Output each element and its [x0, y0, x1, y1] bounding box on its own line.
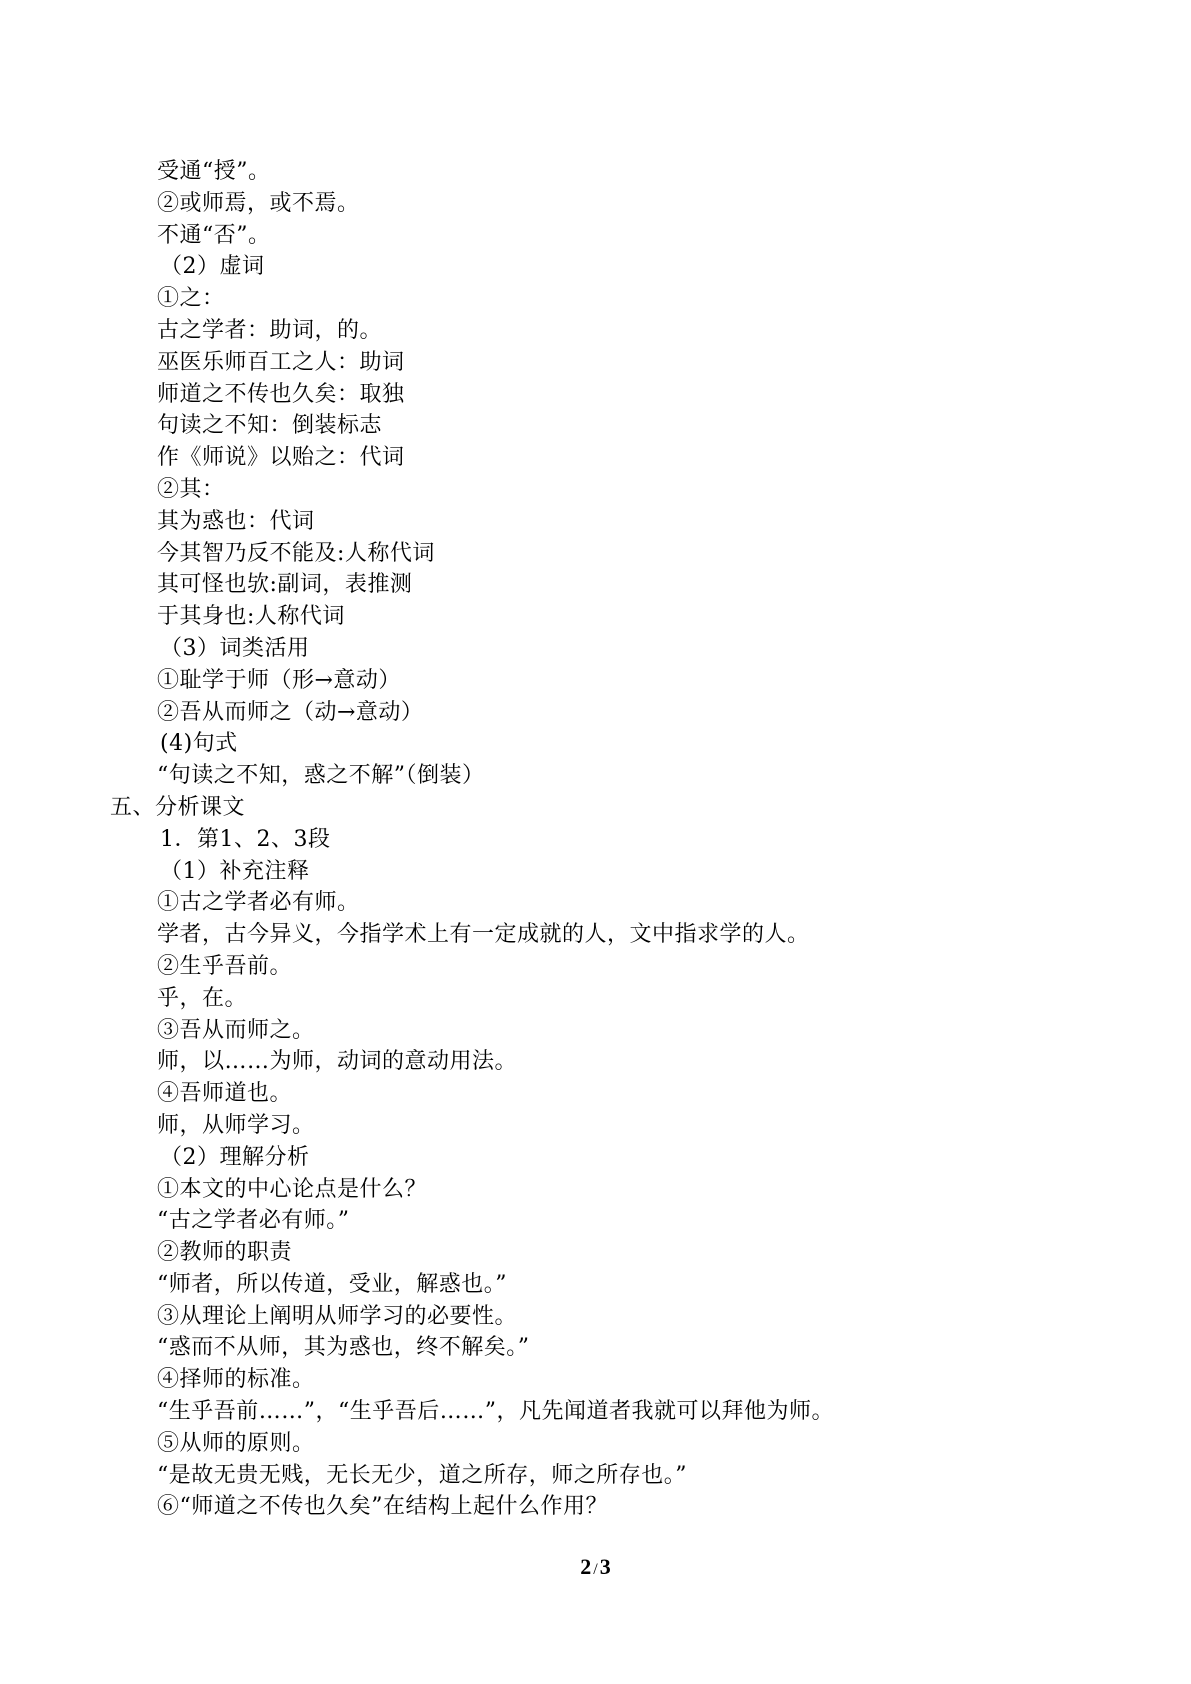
text-line: 古之学者：助词，的。 — [157, 317, 383, 343]
text-line: 不通“否”。 — [157, 222, 271, 248]
text-line: ②吾从而师之（动→意动） — [157, 699, 424, 725]
text-line: 巫医乐师百工之人：助词 — [157, 349, 405, 375]
text-line: 今其智乃反不能及:人称代词 — [157, 540, 435, 566]
page-number-total: 3 — [599, 1554, 611, 1579]
document-body — [0, 156, 1191, 1523]
text-line: “句读之不知，惑之不解”（倒装） — [157, 763, 485, 789]
text-line: （2）理解分析 — [160, 1144, 310, 1170]
text-line: ③从理论上阐明从师学习的必要性。 — [157, 1303, 518, 1329]
text-line: ②生乎吾前。 — [157, 953, 293, 979]
text-line: 句读之不知：倒装标志 — [157, 413, 383, 439]
text-line: 受通“授”。 — [157, 159, 271, 184]
text-line: “生乎吾前……”，“生乎吾后……”，凡先闻道者我就可以拜他为师。 — [157, 1399, 834, 1425]
text-line: 作《师说》以贻之：代词 — [157, 445, 405, 471]
text-line: （3）词类活用 — [160, 635, 310, 661]
text-line: ④吾师道也。 — [157, 1081, 293, 1107]
text-line: ①本文的中心论点是什么？ — [157, 1176, 428, 1202]
text-line: （1）补充注释 — [160, 858, 310, 884]
text-line: ①古之学者必有师。 — [157, 890, 360, 916]
text-line: “是故无贵无贱，无长无少，道之所存，师之所存也。” — [157, 1462, 687, 1488]
text-line: 五、分析课文 — [110, 794, 246, 820]
text-line: 乎，在。 — [157, 985, 248, 1011]
text-line: ②教师的职责 — [157, 1240, 293, 1266]
text-line: 师，从师学习。 — [157, 1112, 315, 1138]
page-number — [0, 1554, 1191, 1580]
page-number-current: 2 — [580, 1554, 592, 1579]
text-line: 师道之不传也久矣：取独 — [157, 381, 405, 407]
text-line: “师者，所以传道，受业，解惑也。” — [157, 1271, 507, 1297]
text-line: 于其身也:人称代词 — [157, 604, 345, 630]
text-line: 其为惑也：代词 — [157, 508, 315, 534]
text-line: “古之学者必有师。” — [157, 1208, 350, 1234]
text-line: 1．第1、2、3段 — [160, 826, 331, 852]
text-line: ①耻学于师（形→意动） — [157, 667, 401, 693]
text-line: ①之： — [157, 286, 225, 312]
text-line: ④择师的标准。 — [157, 1367, 315, 1393]
text-line: “惑而不从师，其为惑也，终不解矣。” — [157, 1335, 530, 1361]
page-number-separator: / — [593, 1561, 598, 1578]
text-line: ⑤从师的原则。 — [157, 1430, 315, 1456]
text-line: ②或师焉，或不焉。 — [157, 190, 360, 216]
text-line: (4)句式 — [160, 731, 238, 757]
text-line: 师，以……为师，动词的意动用法。 — [157, 1049, 518, 1075]
text-line: ②其： — [157, 476, 225, 502]
text-line: 学者，古今异义，今指学术上有一定成就的人，文中指求学的人。 — [157, 922, 810, 948]
text-line: 其可怪也欤:副词，表推测 — [157, 572, 413, 598]
text-line: （2）虚词 — [160, 254, 265, 280]
text-line: ③吾从而师之。 — [157, 1017, 315, 1043]
text-line: ⑥“师道之不传也久矣”在结构上起什么作用？ — [157, 1494, 608, 1520]
